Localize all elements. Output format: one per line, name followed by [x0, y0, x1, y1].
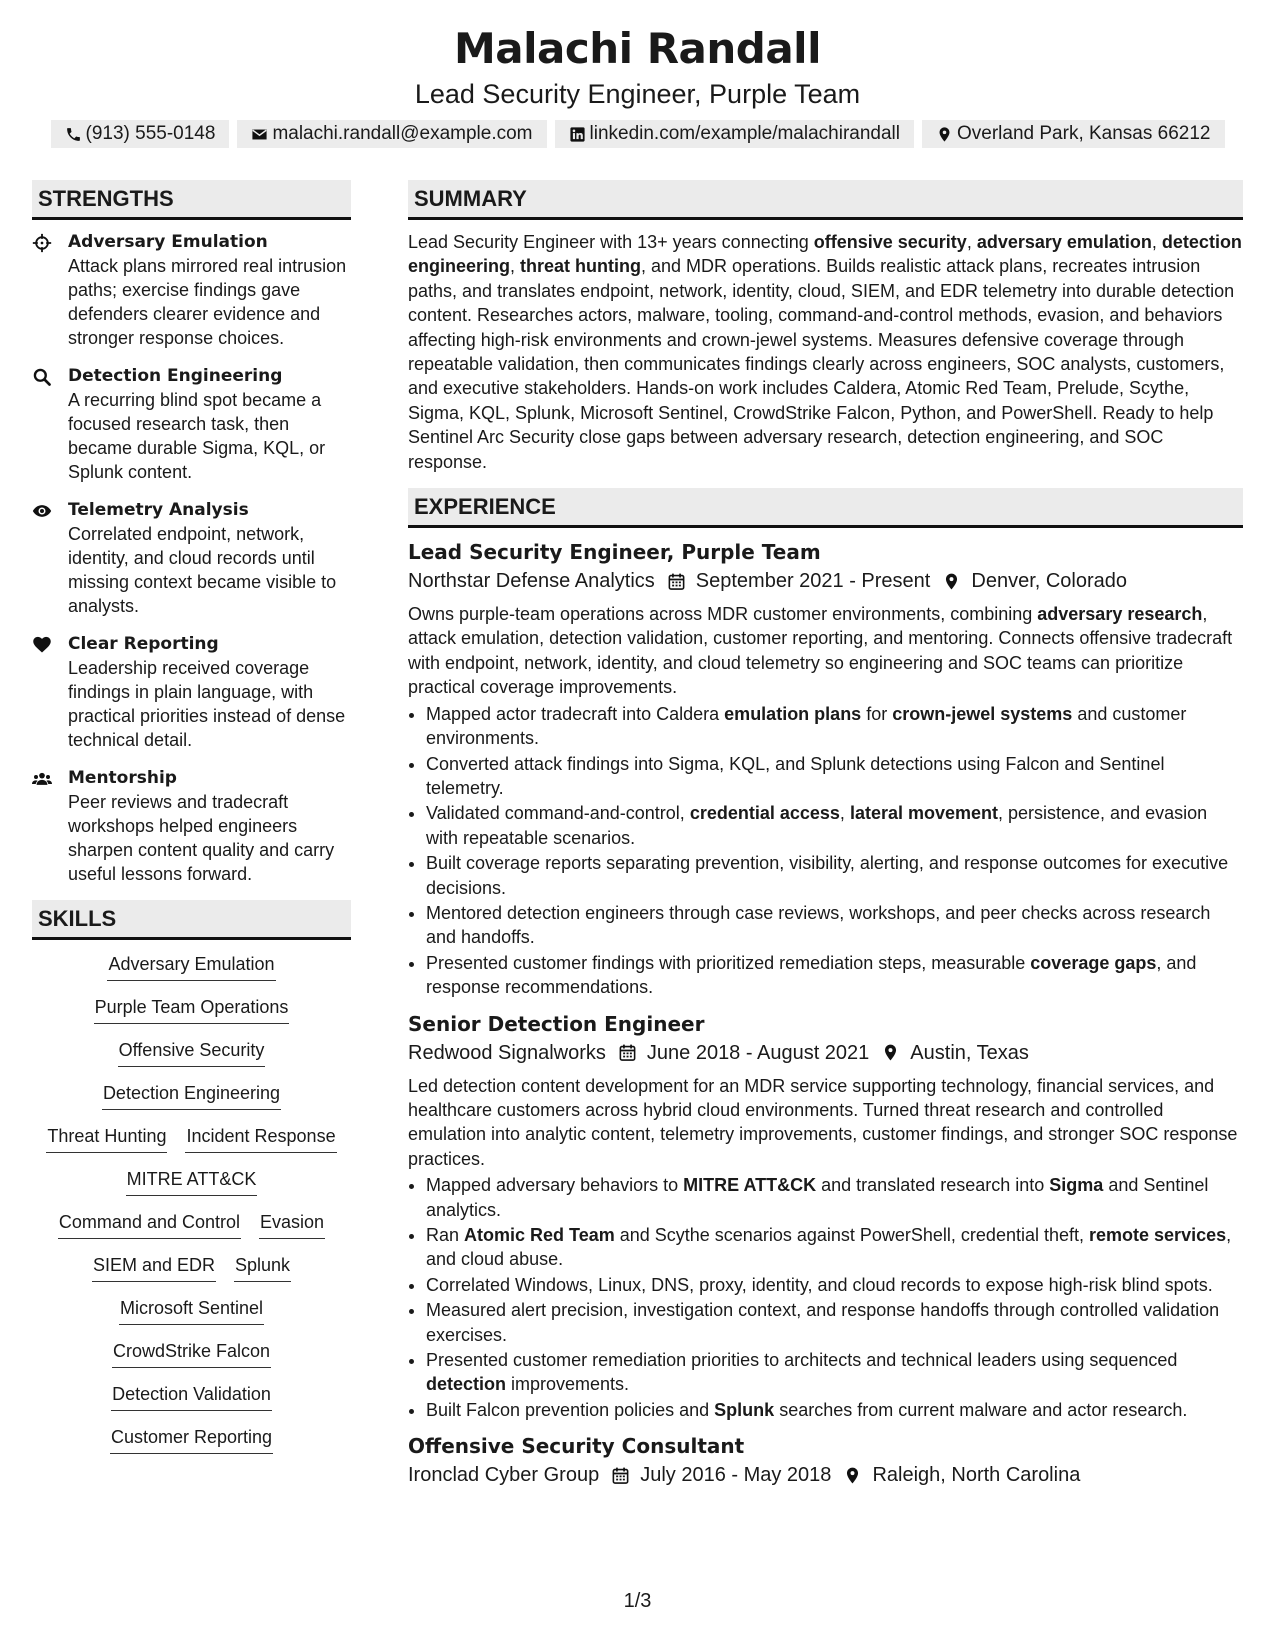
envelope-icon	[251, 126, 268, 143]
bold-text: Splunk	[714, 1399, 775, 1420]
bullet-item	[426, 901, 1243, 950]
bold-text: Sigma	[1049, 1175, 1104, 1196]
summary-heading: SUMMARY	[408, 180, 1243, 220]
text-segment: Built Falcon prevention policies and	[426, 1399, 715, 1420]
job-title: Lead Security Engineer, Purple Team	[408, 540, 821, 565]
bullet-item	[426, 1298, 1243, 1347]
skill-tag: Command and Control	[58, 1210, 241, 1239]
text-segment: Lead Security Engineer with 13+ years connecting	[408, 232, 814, 252]
strength-title: Detection Engineering	[68, 366, 283, 386]
text-segment: Mapped actor tradecraft into Caldera	[426, 703, 725, 724]
text-segment: Converted attack findings into Sigma, KQL, and Splunk detections using Falcon and Sentinel telemetry.	[426, 753, 1165, 798]
contact-text: linkedin.com/example/malachirandall	[589, 123, 900, 144]
job-meta	[408, 1460, 1243, 1490]
bullet-item	[426, 752, 1243, 801]
strength-body	[68, 766, 351, 886]
text-segment: and translated research into	[816, 1175, 1050, 1196]
strength-title: Telemetry Analysis	[68, 500, 249, 520]
skill-tag: MITRE ATT&CK	[126, 1167, 258, 1196]
contact-item[interactable]	[237, 120, 546, 148]
bold-text: emulation plans	[724, 703, 862, 724]
skill-row	[32, 1382, 351, 1411]
bullet-item	[426, 1348, 1243, 1397]
strength-description: Peer reviews and tradecraft workshops helped engineers sharpen content quality and carry useful lessons forward.	[68, 792, 335, 884]
strength-title: Clear Reporting	[68, 634, 219, 654]
job-entry	[408, 538, 1243, 1000]
text-segment: and Sentinel analytics.	[426, 1175, 1209, 1220]
skill-row	[32, 1210, 351, 1239]
skills-list	[32, 952, 351, 1454]
crosshairs-icon	[32, 230, 56, 350]
heart-icon	[32, 632, 56, 752]
job-description	[408, 602, 1243, 700]
bullet-item	[426, 1273, 1243, 1297]
job-location-text: Raleigh, North Carolina	[872, 1464, 1081, 1487]
skill-tag: Adversary Emulation	[107, 952, 275, 981]
contact-text: malachi.randall@example.com	[272, 123, 533, 144]
contact-text: Overland Park, Kansas 66212	[957, 123, 1211, 144]
text-segment: Owns purple-team operations across MDR customer environments, combining	[408, 604, 1038, 625]
eye-icon	[32, 498, 56, 618]
strength-item	[32, 766, 351, 886]
strength-description: Leadership received coverage findings in plain language, with practical priorities instead of dense technical detail.	[68, 658, 346, 750]
job-dates-text: September 2021 - Present	[695, 570, 931, 593]
text-segment: Correlated Windows, Linux, DNS, proxy, identity, and cloud records to expose high-risk blind spots.	[426, 1274, 1213, 1295]
text-segment: Presented customer findings with prioritized remediation steps, measurable	[426, 952, 1031, 973]
job-description	[408, 1074, 1243, 1172]
text-segment: Led detection content development for an MDR service supporting technology, financial services, and healthcare customers across hybrid cloud environments. Turned threat research and controlled emulation into analytic content, telemetry improvements, customer findings, and stronger SOC response practices.	[408, 1075, 1238, 1169]
strength-item	[32, 364, 351, 484]
text-segment: ,	[839, 803, 850, 824]
job-entry	[408, 1010, 1243, 1423]
bullet-item	[426, 951, 1243, 1000]
strength-body	[68, 364, 351, 484]
bold-text: Atomic Red Team	[464, 1225, 615, 1245]
text-segment: Measured alert precision, investigation context, and response handoffs through controlled validation exercises.	[426, 1300, 1220, 1345]
location-pin-icon	[936, 126, 953, 143]
bold-text: MITRE ATT&CK	[683, 1175, 817, 1196]
skill-row	[32, 1081, 351, 1110]
resume-header	[0, 0, 1275, 148]
bullet-item	[426, 1223, 1243, 1272]
page-number: 1/3	[623, 1590, 652, 1612]
location-pin-icon	[942, 572, 961, 591]
bullet-item	[426, 851, 1243, 900]
right-column	[408, 180, 1243, 1490]
job-location	[881, 1038, 1029, 1068]
bold-text: adversary research	[1037, 604, 1203, 625]
text-segment: Presented customer remediation priorities to architects and technical leaders using sequenced	[426, 1350, 1178, 1371]
bold-text: coverage gaps	[1030, 952, 1157, 973]
contact-bar	[0, 120, 1275, 148]
skill-tag: Incident Response	[185, 1124, 336, 1153]
bullet-item	[426, 1173, 1243, 1222]
bullet-item	[426, 1398, 1243, 1422]
job-meta	[408, 1038, 1243, 1068]
contact-item[interactable]	[922, 120, 1225, 148]
bullet-item	[426, 801, 1243, 850]
candidate-title: Lead Security Engineer, Purple Team	[414, 79, 861, 109]
skill-tag: Threat Hunting	[46, 1124, 167, 1153]
text-segment: Ran	[426, 1225, 465, 1245]
job-dates-text: July 2016 - May 2018	[640, 1464, 832, 1487]
job-location	[843, 1460, 1080, 1490]
experience-heading: EXPERIENCE	[408, 488, 1243, 528]
calendar-icon	[611, 1466, 630, 1485]
text-segment: ,	[1151, 232, 1162, 252]
users-icon	[32, 766, 56, 886]
text-segment: and customer environments.	[426, 703, 1187, 749]
skills-heading: SKILLS	[32, 900, 351, 940]
text-segment: , and response recommendations.	[426, 952, 1197, 998]
strength-body	[68, 230, 351, 350]
summary-text	[408, 230, 1243, 474]
text-segment: improvements.	[506, 1374, 630, 1395]
bold-text: crown-jewel systems	[892, 703, 1073, 724]
strength-title: Adversary Emulation	[68, 232, 268, 252]
text-segment: and Scythe scenarios against PowerShell, credential theft,	[614, 1225, 1090, 1245]
text-segment: , attack emulation, detection validation, customer reporting, and mentoring. Connects offensive tradecraft with endpoint, network, identity, and cloud telemetry so engineering and SOC teams can prioritize practical coverage improvements.	[408, 604, 1233, 698]
magnifier-icon	[32, 364, 56, 484]
linkedin-icon	[569, 126, 586, 143]
phone-icon	[65, 126, 82, 143]
job-dates-text: June 2018 - August 2021	[646, 1041, 870, 1064]
text-segment: , and MDR operations. Builds realistic attack plans, recreates intrusion paths, and translates endpoint, network, identity, cloud, SIEM, and EDR telemetry into durable detection content. Researches actors, malware, tooling, command-and-control methods, evasion, and behaviors affecting high-risk environments and crown-jewel systems. Measures defensive coverage through repeatable validation, then communicates findings clearly across engineers, SOC analysts, customers, and executive stakeholders. Hands-on work includes Caldera, Atomic Red Team, Prelude, Scythe, Sigma, KQL, Splunk, Microsoft Sentinel, CrowdStrike Falcon, Python, and PowerShell. Ready to help Sentinel Arc Security close gaps between adversary research, detection engineering, and SOC response.	[408, 256, 1235, 472]
location-pin-icon	[881, 1043, 900, 1062]
calendar-icon	[618, 1043, 637, 1062]
contact-item[interactable]	[555, 120, 915, 148]
strength-title: Mentorship	[68, 768, 177, 788]
text-segment: searches from current malware and actor research.	[774, 1399, 1188, 1420]
contact-item[interactable]	[51, 120, 230, 148]
skill-tag: Offensive Security	[118, 1038, 266, 1067]
skill-tag: Customer Reporting	[110, 1425, 273, 1454]
strength-item	[32, 498, 351, 618]
strengths-heading: STRENGTHS	[32, 180, 351, 220]
location-pin-icon	[843, 1466, 862, 1485]
text-segment: Mapped adversary behaviors to	[426, 1175, 684, 1196]
strength-body	[68, 498, 351, 618]
strength-item	[32, 230, 351, 350]
strength-description: A recurring blind spot became a focused research task, then became durable Sigma, KQL, or Splunk content.	[68, 390, 326, 482]
job-title: Offensive Security Consultant	[408, 1434, 745, 1459]
skill-row	[32, 1124, 351, 1153]
candidate-name: Malachi Randall	[454, 24, 821, 73]
text-segment: for	[861, 703, 893, 724]
text-segment: Built coverage reports separating prevention, visibility, alerting, and response outcomes for executive decisions.	[426, 853, 1229, 898]
job-title: Senior Detection Engineer	[408, 1011, 705, 1036]
bullet-item	[426, 702, 1243, 751]
text-segment: ,	[510, 256, 521, 277]
job-dates	[611, 1460, 831, 1490]
bold-text: remote services	[1089, 1225, 1227, 1245]
skill-tag: CrowdStrike Falcon	[112, 1339, 271, 1368]
job-dates	[667, 566, 931, 596]
job-bullets	[408, 1173, 1243, 1422]
company-name: Northstar Defense Analytics	[408, 570, 655, 593]
strengths-list	[32, 230, 351, 886]
text-segment: , persistence, and evasion with repeatable scenarios.	[426, 803, 1208, 848]
experience-list	[408, 538, 1243, 1490]
skill-row	[32, 1038, 351, 1067]
company-name: Redwood Signalworks	[408, 1041, 606, 1064]
strength-item	[32, 632, 351, 752]
bold-text: detection engineering	[408, 232, 1242, 277]
bold-text: adversary emulation	[976, 232, 1152, 252]
text-segment: , and cloud abuse.	[426, 1225, 1232, 1270]
bold-text: lateral movement	[849, 803, 998, 824]
skill-tag: Detection Engineering	[102, 1081, 281, 1110]
text-segment: Validated command-and-control,	[426, 803, 690, 824]
text-segment: ,	[966, 232, 977, 252]
skill-row	[32, 995, 351, 1024]
job-dates	[618, 1038, 869, 1068]
job-location	[942, 566, 1127, 596]
bold-text: threat hunting	[520, 256, 642, 277]
skill-row	[32, 1167, 351, 1196]
skill-row	[32, 952, 351, 981]
bold-text: credential access	[689, 803, 840, 824]
skill-tag: Microsoft Sentinel	[119, 1296, 264, 1325]
company-name: Ironclad Cyber Group	[408, 1464, 600, 1487]
strength-description: Attack plans mirrored real intrusion paths; exercise findings gave defenders clearer evidence and stronger response choices.	[68, 256, 347, 348]
bold-text: detection	[426, 1374, 507, 1395]
skill-row	[32, 1253, 351, 1282]
calendar-icon	[667, 572, 686, 591]
strength-body	[68, 632, 351, 752]
skill-tag: Purple Team Operations	[94, 995, 290, 1024]
skill-row	[32, 1425, 351, 1454]
contact-text: (913) 555-0148	[85, 123, 216, 144]
skill-tag: SIEM and EDR	[92, 1253, 216, 1282]
bold-text: offensive security	[813, 232, 967, 252]
skill-row	[32, 1339, 351, 1368]
job-bullets	[408, 702, 1243, 1000]
skill-row	[32, 1296, 351, 1325]
job-entry	[408, 1432, 1243, 1490]
left-column	[32, 180, 351, 1468]
job-meta	[408, 566, 1243, 596]
job-location-text: Austin, Texas	[910, 1041, 1029, 1064]
skill-tag: Splunk	[234, 1253, 291, 1282]
job-location-text: Denver, Colorado	[971, 570, 1128, 593]
text-segment: Mentored detection engineers through case reviews, workshops, and peer checks across research and handoffs.	[426, 902, 1211, 948]
skill-tag: Detection Validation	[111, 1382, 272, 1411]
strength-description: Correlated endpoint, network, identity, and cloud records until missing context became visible to analysts.	[68, 524, 337, 616]
skill-tag: Evasion	[259, 1210, 325, 1239]
